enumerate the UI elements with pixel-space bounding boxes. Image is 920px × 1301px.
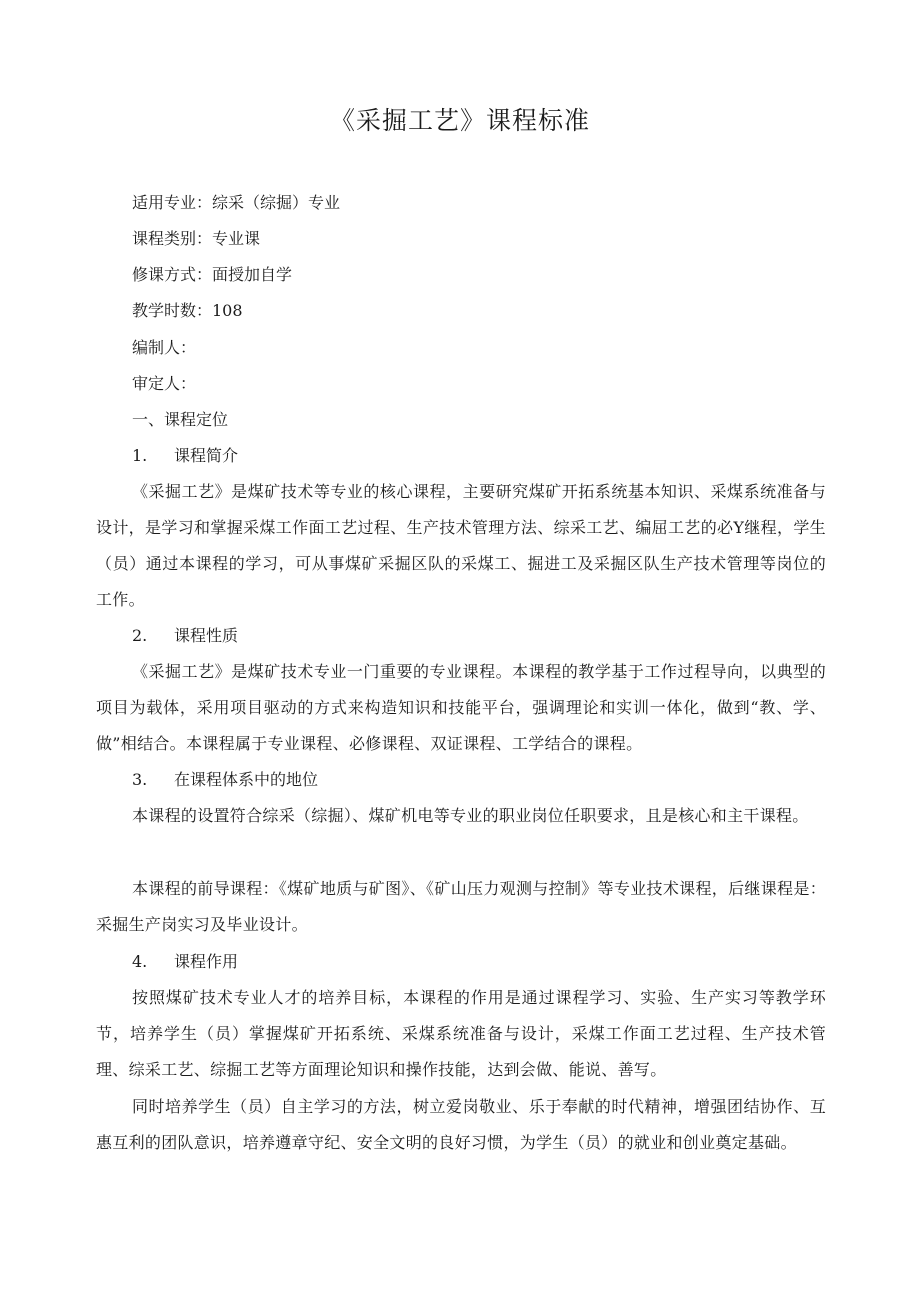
meta-reviewer: 审定人： bbox=[132, 374, 197, 393]
subsection-title: 课程作用 bbox=[174, 952, 239, 971]
subsection-title: 课程性质 bbox=[174, 626, 239, 645]
paragraph-role-1: 按照煤矿技术专业人才的培养目标，本课程的作用是通过课程学习、实验、生产实习等教学环节，培养学生（员）掌握煤矿开拓系统、采煤系统准备与设计，采煤工作面工艺过程、生产技术管理、综采工艺、综掘工艺等方面理论知识和操作技能，达到会做、能说、善写。 bbox=[96, 988, 826, 1079]
paragraph-position-1: 本课程的设置符合综采（综掘）、煤矿机电等专业的职业岗位任职要求，且是核心和主干课程。 bbox=[132, 806, 809, 825]
paragraph-nature: 《采掘工艺》是煤矿技术专业一门重要的专业课程。本课程的教学基于工作过程导向，以典型的项目为载体，采用项目驱动的方式来构造知识和技能平台，强调理论和实训一体化，做到“教、学、做”相结合。本课程属于专业课程、必修课程、双证课程、工学结合的课程。 bbox=[96, 662, 826, 753]
subsection-heading bbox=[132, 951, 238, 973]
meta-study-mode: 修课方式：面授加自学 bbox=[132, 265, 293, 284]
subsection-heading bbox=[132, 625, 238, 647]
paragraph-role-2: 同时培养学生（员）自主学习的方法，树立爱岗敬业、乐于奉献的时代精神，增强团结协作、互惠互利的团队意识，培养遵章守纪、安全文明的良好习惯，为学生（员）的就业和创业奠定基础。 bbox=[96, 1097, 826, 1152]
subsection-number: 2. bbox=[132, 626, 148, 645]
paragraph-position-2: 本课程的前导课程：《煤矿地质与矿图》、《矿山压力观测与控制》等专业技术课程，后继课程是：采掘生产岗实习及毕业设计。 bbox=[96, 879, 826, 934]
paragraph-intro: 《采掘工艺》是煤矿技术等专业的核心课程，主要研究煤矿开拓系统基本知识、采煤系统准备与设计，是学习和掌握采煤工作面工艺过程、生产技术管理方法、综采工艺、编屈工艺的必Y继程，学生（员）通过本课程的学习，可从事煤矿采掘区队的采煤工、掘进工及采掘区队生产技术管理等岗位的工作。 bbox=[96, 482, 826, 609]
subsection-number: 3. bbox=[132, 770, 148, 789]
subsection-number: 4. bbox=[132, 952, 148, 971]
subsection-number: 1. bbox=[132, 446, 148, 465]
subsection-title: 在课程体系中的地位 bbox=[174, 770, 319, 789]
section-heading: 一、课程定位 bbox=[132, 410, 229, 429]
meta-author: 编制人： bbox=[132, 338, 197, 357]
meta-category: 课程类别：专业课 bbox=[132, 229, 261, 248]
meta-hours: 教学时数：108 bbox=[132, 301, 243, 320]
meta-major: 适用专业：综采（综掘）专业 bbox=[132, 193, 341, 212]
subsection-title: 课程简介 bbox=[174, 446, 239, 465]
document-title: 《采掘工艺》课程标准 bbox=[329, 106, 590, 135]
subsection-heading bbox=[132, 769, 318, 791]
subsection-heading bbox=[132, 445, 238, 467]
